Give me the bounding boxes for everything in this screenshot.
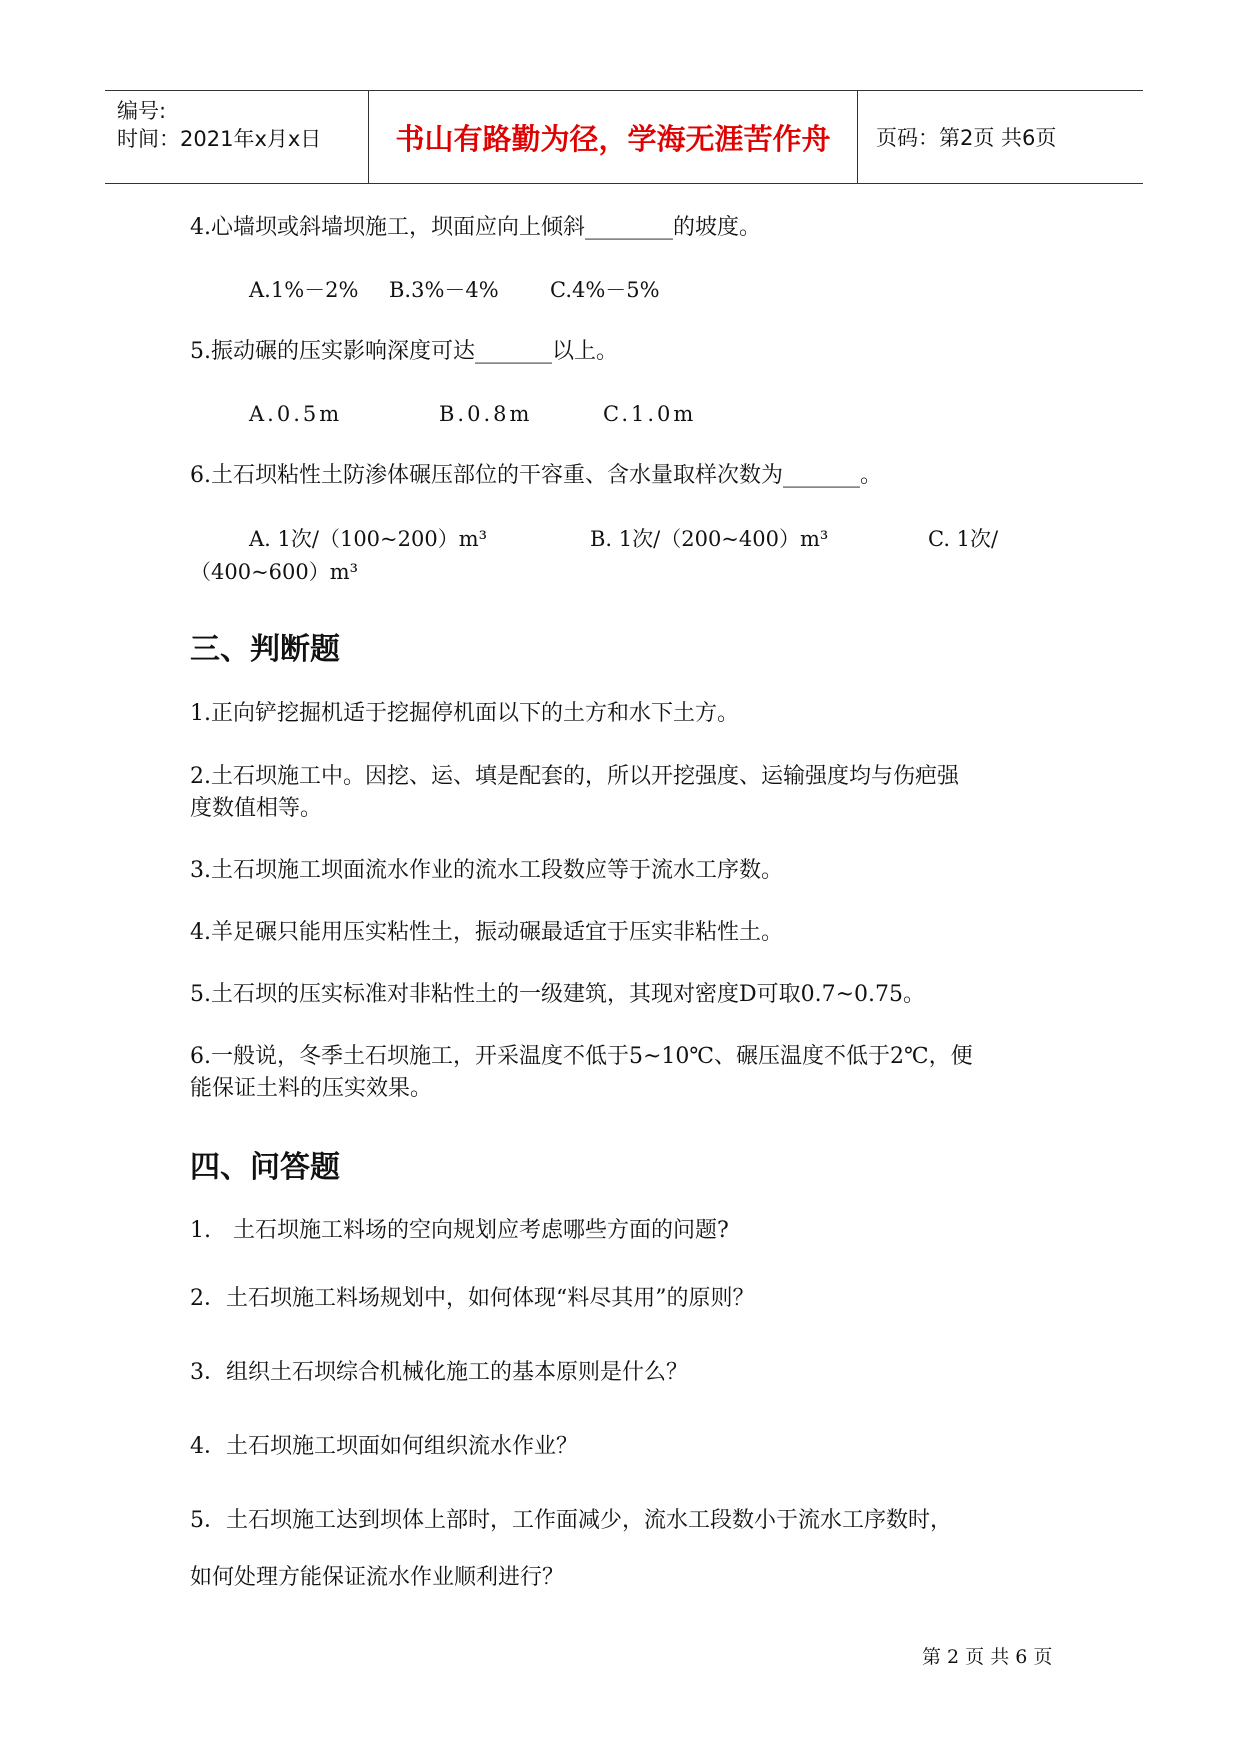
judgment-item: 2.土石坝施工中。因挖、运、填是配套的，所以开挖强度、运输强度均与伤疤强 — [190, 764, 959, 789]
q4-option-a: A.1%－2% — [249, 278, 359, 302]
time-label: 时间：2021年x月x日 — [117, 127, 322, 151]
q4-option-b: B.3%－4% — [389, 278, 499, 302]
question-5: 5.振动碾的压实影响深度可达_______以上。 — [190, 339, 618, 364]
qa-item: 5．土石坝施工达到坝体上部时，工作面减少，流水工段数小于流水工序数时， — [190, 1508, 952, 1533]
q4-option-c: C.4%－5% — [550, 278, 660, 302]
section-4-title: 四、问答题 — [190, 1150, 340, 1185]
q5-option-c: C.1.0m — [603, 402, 697, 426]
q5-option-b: B.0.8m — [439, 402, 533, 426]
question-6: 6.土石坝粘性土防渗体碾压部位的干容重、含水量取样次数为_______。 — [190, 463, 882, 488]
judgment-item-continued: 度数值相等。 — [190, 796, 323, 821]
judgment-item: 4.羊足碾只能用压实粘性土，振动碾最适宜于压实非粘性土。 — [190, 920, 783, 945]
judgment-item: 1.正向铲挖掘机适于挖掘停机面以下的土方和水下土方。 — [190, 701, 739, 726]
q6-option-c: C. 1次/ — [928, 527, 999, 551]
motto: 书山有路勤为径，学海无涯苦作舟 — [369, 91, 858, 183]
judgment-item: 6.一般说，冬季土石坝施工，开采温度不低于5~10℃、碾压温度不低于2℃，便 — [190, 1044, 973, 1069]
qa-item: 2．土石坝施工料场规划中，如何体现“料尽其用”的原则？ — [190, 1286, 755, 1311]
qa-item: 4．土石坝施工坝面如何组织流水作业？ — [190, 1434, 578, 1459]
header-info-cell — [105, 91, 369, 183]
judgment-item-continued: 能保证土料的压实效果。 — [190, 1076, 433, 1101]
section-3-title: 三、判断题 — [190, 632, 340, 667]
page-info: 页码：第2页 共6页 — [876, 126, 1057, 150]
q6-option-c-continued: （400~600）m³ — [190, 560, 359, 584]
qa-item: 1. 土石坝施工料场的空向规划应考虑哪些方面的问题? — [190, 1218, 729, 1243]
judgment-item: 3.土石坝施工坝面流水作业的流水工段数应等于流水工序数。 — [190, 858, 783, 883]
q6-option-a: A. 1次/（100~200）m³ — [249, 527, 488, 551]
question-4: 4.心墙坝或斜墙坝施工，坝面应向上倾斜________的坡度。 — [190, 215, 761, 240]
qa-item-continued: 如何处理方能保证流水作业顺利进行？ — [190, 1565, 565, 1590]
q5-option-a: A.0.5m — [249, 402, 343, 426]
qa-item: 3．组织土石坝综合机械化施工的基本原则是什么？ — [190, 1360, 688, 1385]
q6-option-b: B. 1次/（200~400）m³ — [590, 527, 829, 551]
document-header — [105, 90, 1143, 184]
page-footer: 第 2 页 共 6 页 — [922, 1646, 1053, 1668]
number-label: 编号: — [117, 99, 167, 123]
judgment-item: 5.土石坝的压实标准对非粘性土的一级建筑，其现对密度D可取0.7~0.75。 — [190, 982, 926, 1007]
